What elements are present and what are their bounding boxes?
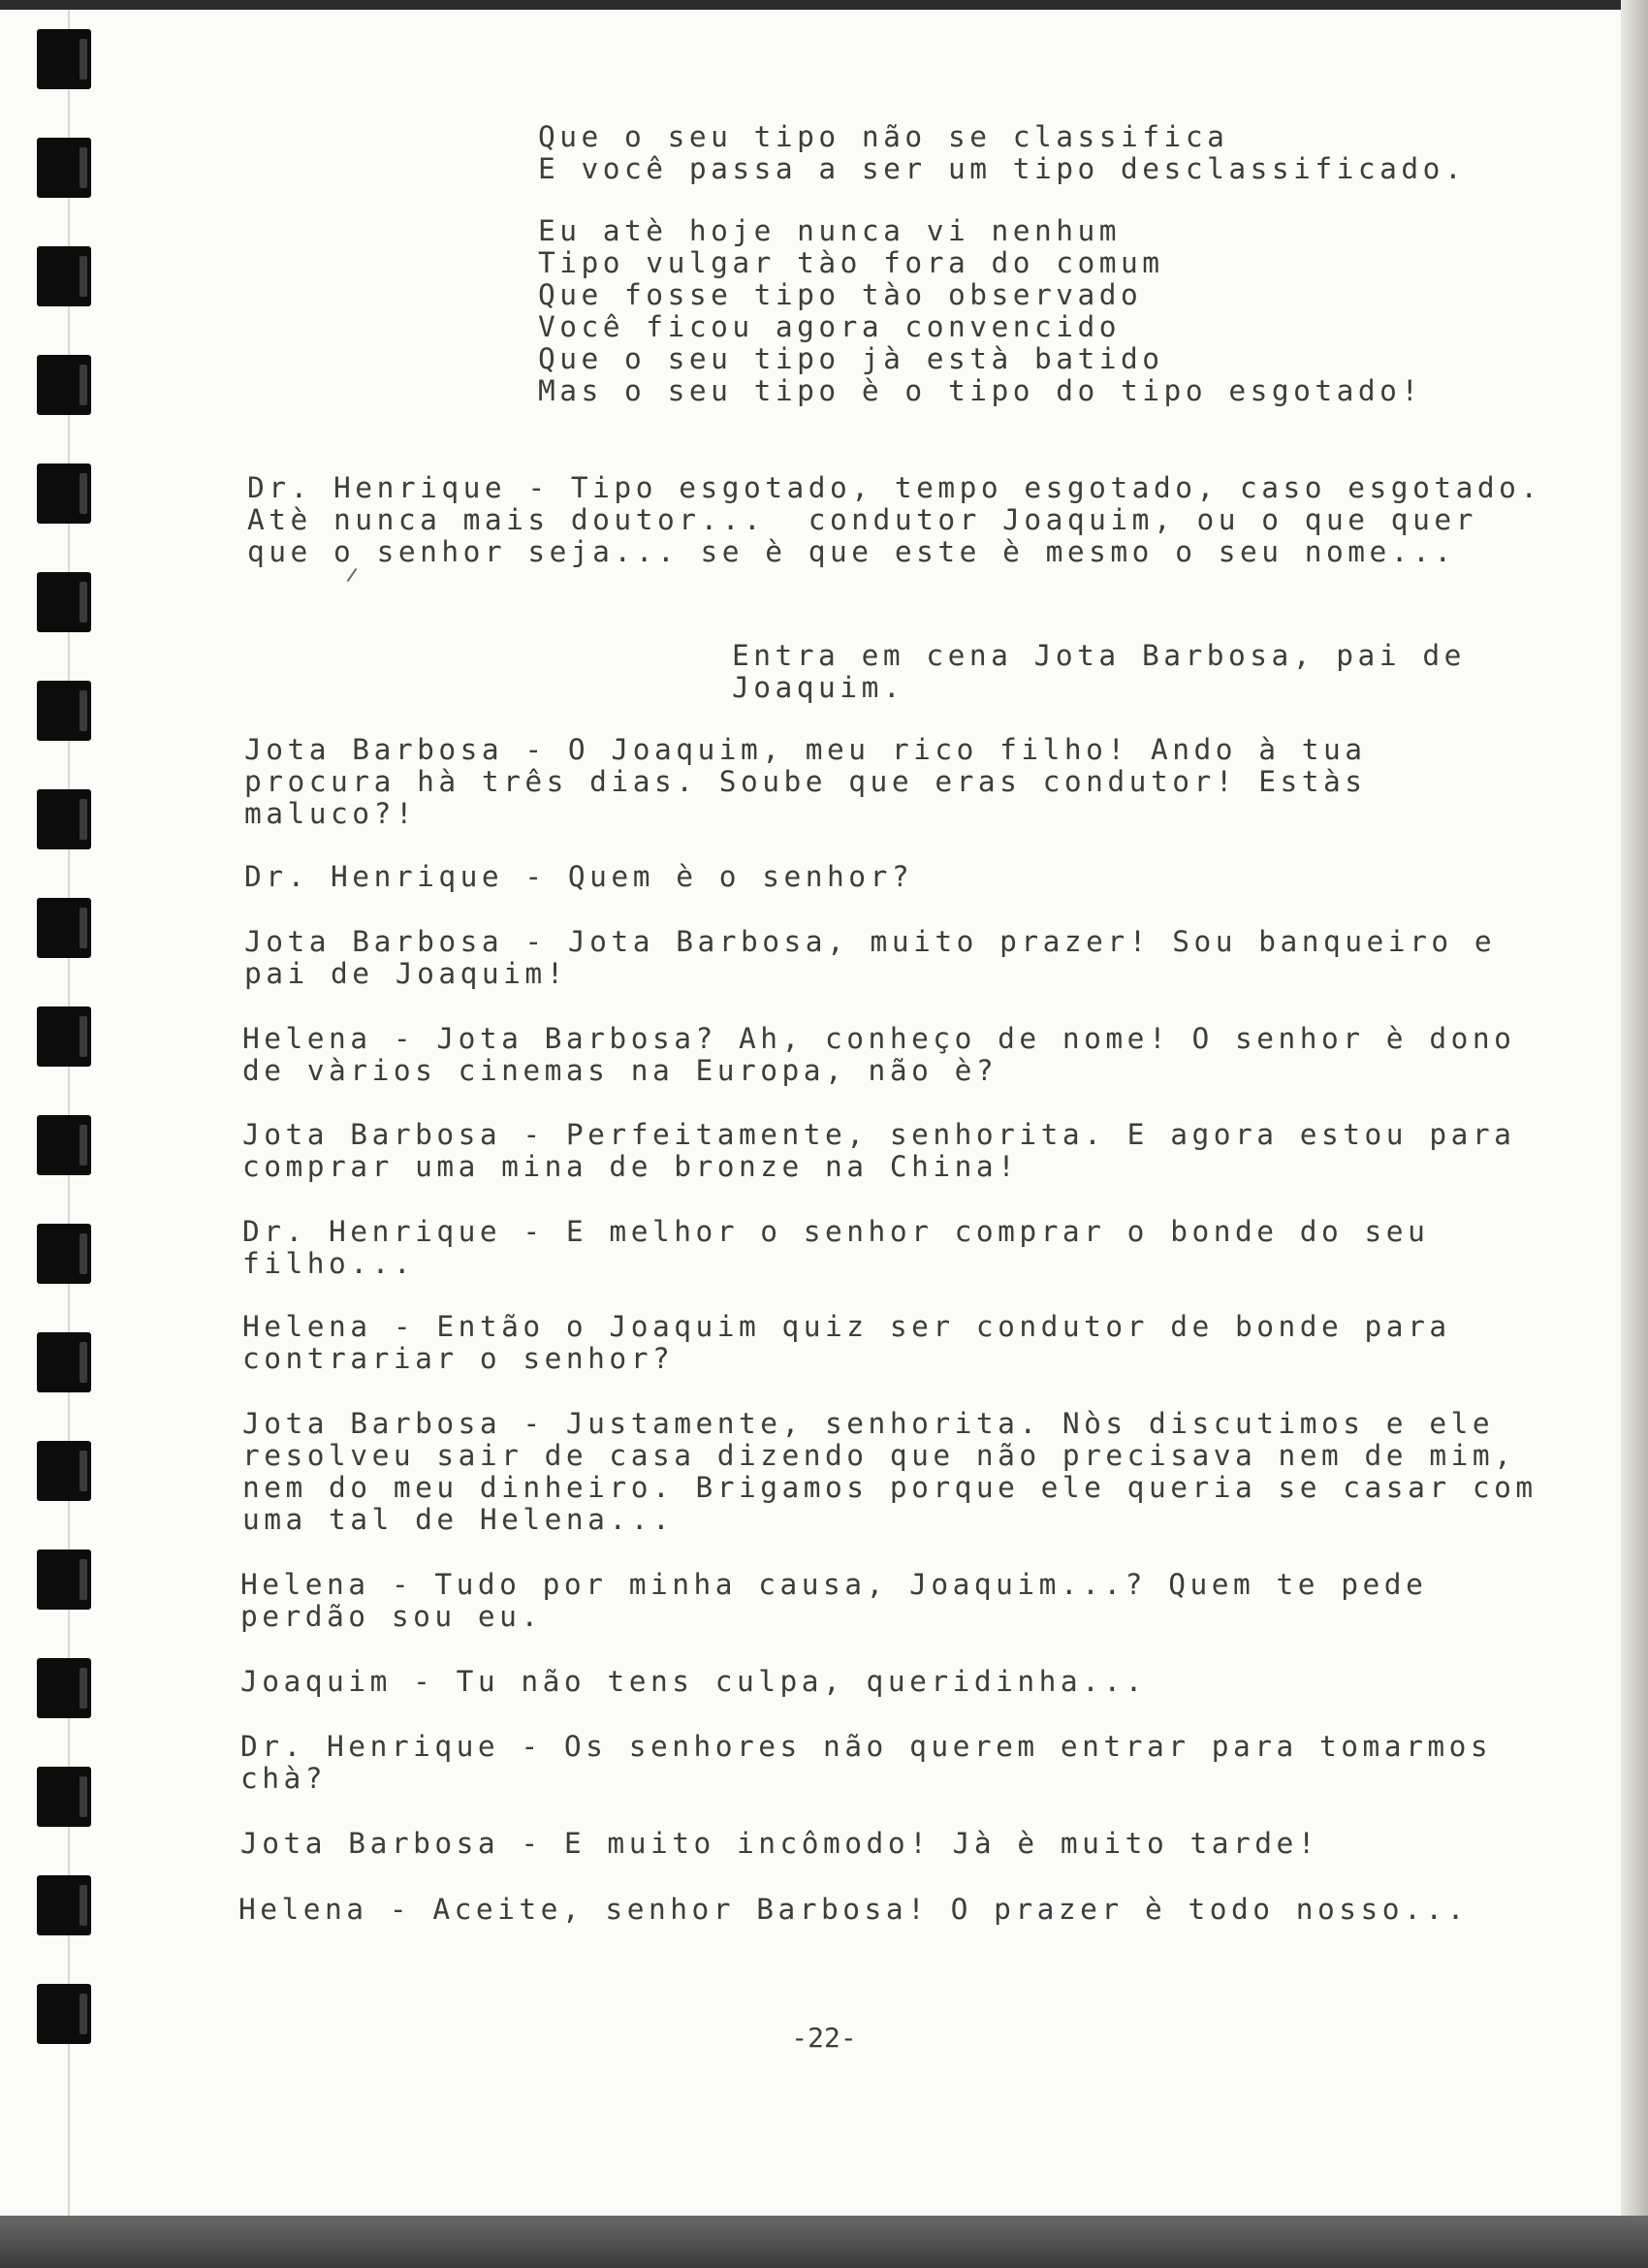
binding-ring bbox=[37, 1658, 91, 1718]
dialogue-line: Helena - Tudo por minha causa, Joaquim...? Quem te pede bbox=[240, 1568, 1428, 1601]
binding-ring bbox=[37, 572, 91, 632]
binding-ring bbox=[37, 463, 91, 524]
dialogue-line: Dr. Henrique - Tipo esgotado, tempo esgotado, caso esgotado. bbox=[247, 471, 1542, 504]
dialogue-line: Joaquim - Tu não tens culpa, queridinha... bbox=[240, 1665, 1147, 1698]
binding-ring bbox=[37, 246, 91, 306]
dialogue-henrique-1 bbox=[247, 472, 1542, 568]
dialogue-joaquim-1 bbox=[240, 1666, 1147, 1698]
dialogue-line: Jota Barbosa - Perfeitamente, senhorita. E agora estou para bbox=[242, 1118, 1516, 1151]
dialogue-line: Entra em cena Jota Barbosa, pai de bbox=[732, 639, 1466, 672]
binding-ring bbox=[37, 1767, 91, 1827]
binding-ring bbox=[37, 681, 91, 741]
page-bottom-edge bbox=[0, 2216, 1648, 2268]
dialogue-line: maluco?! bbox=[244, 797, 418, 830]
binding-ring bbox=[37, 355, 91, 415]
binding-ring bbox=[37, 1006, 91, 1067]
dialogue-line: Atè nunca mais doutor... condutor Joaquim, ou o que quer bbox=[247, 503, 1477, 536]
binding-ring bbox=[37, 789, 91, 849]
poem-line: Que o seu tipo não se classifica bbox=[538, 120, 1229, 153]
page-top-edge bbox=[0, 0, 1648, 10]
dialogue-line: Dr. Henrique - E melhor o senhor comprar o bonde do seu bbox=[242, 1215, 1430, 1248]
dialogue-line: Jota Barbosa - Justamente, senhorita. Nòs discutimos e ele bbox=[242, 1407, 1495, 1440]
dialogue-barbosa-1 bbox=[244, 734, 1367, 830]
dialogue-helena-2 bbox=[242, 1311, 1451, 1375]
binding-ring bbox=[37, 1441, 91, 1501]
page-number: -22- bbox=[791, 2022, 857, 2054]
dialogue-line: Joaquim. bbox=[732, 671, 905, 704]
binding-ring bbox=[37, 898, 91, 958]
stray-pen-mark bbox=[347, 568, 358, 582]
dialogue-henrique-4 bbox=[240, 1731, 1492, 1795]
dialogue-line: procura hà três dias. Soube que eras condutor! Estàs bbox=[244, 765, 1367, 798]
binding-ring bbox=[37, 1549, 91, 1610]
dialogue-barbosa-5 bbox=[240, 1828, 1319, 1860]
binding-ring bbox=[37, 1224, 91, 1284]
binding-ring bbox=[37, 138, 91, 198]
dialogue-line: chà? bbox=[240, 1762, 328, 1795]
dialogue-line: comprar uma mina de bronze na China! bbox=[242, 1150, 1020, 1183]
poem-stanza-1 bbox=[538, 121, 1466, 185]
dialogue-line: contrariar o senhor? bbox=[242, 1342, 675, 1375]
dialogue-helena-3 bbox=[240, 1569, 1427, 1633]
binding-ring bbox=[37, 29, 91, 89]
poem-line: Que fosse tipo tào observado bbox=[538, 278, 1143, 311]
dialogue-helena-4 bbox=[238, 1894, 1469, 1926]
binding-ring bbox=[37, 1115, 91, 1175]
dialogue-line: resolveu sair de casa dizendo que não precisava nem de mim, bbox=[242, 1439, 1516, 1472]
dialogue-henrique-3 bbox=[242, 1216, 1429, 1280]
dialogue-barbosa-2 bbox=[244, 926, 1496, 990]
dialogue-line: Jota Barbosa - E muito incômodo! Jà è muito tarde! bbox=[240, 1827, 1320, 1860]
dialogue-line: Jota Barbosa - O Joaquim, meu rico filho! Ando à tua bbox=[244, 733, 1367, 766]
dialogue-line: nem do meu dinheiro. Brigamos porque ele queria se casar com bbox=[242, 1471, 1537, 1504]
poem-stanza-2 bbox=[538, 215, 1423, 407]
poem-line: E você passa a ser um tipo desclassificado. bbox=[538, 152, 1467, 185]
dialogue-line: de vàrios cinemas na Europa, não è? bbox=[242, 1054, 998, 1087]
dialogue-line: Helena - Aceite, senhor Barbosa! O prazer è todo nosso... bbox=[238, 1893, 1469, 1926]
poem-line: Tipo vulgar tào fora do comum bbox=[538, 246, 1164, 279]
dialogue-line: Helena - Jota Barbosa? Ah, conheço de nome! O senhor è dono bbox=[242, 1022, 1516, 1055]
dialogue-line: pai de Joaquim! bbox=[244, 957, 568, 990]
page-right-shadow bbox=[1621, 0, 1648, 2268]
dialogue-line: que o senhor seja... se è que este è mesmo o seu nome... bbox=[247, 535, 1456, 568]
dialogue-line: filho... bbox=[242, 1247, 416, 1280]
dialogue-barbosa-4 bbox=[242, 1408, 1537, 1536]
poem-line: Mas o seu tipo è o tipo do tipo esgotado! bbox=[538, 374, 1423, 407]
dialogue-line: Dr. Henrique - Os senhores não querem entrar para tomarmos bbox=[240, 1730, 1493, 1763]
binding-ring bbox=[37, 1875, 91, 1935]
dialogue-line: Dr. Henrique - Quem è o senhor? bbox=[244, 860, 914, 893]
dialogue-line: Jota Barbosa - Jota Barbosa, muito prazer! Sou banqueiro e bbox=[244, 925, 1497, 958]
dialogue-line: Helena - Então o Joaquim quiz ser condutor de bonde para bbox=[242, 1310, 1451, 1343]
dialogue-line: perdão sou eu. bbox=[240, 1600, 543, 1633]
poem-line: Você ficou agora convencido bbox=[538, 310, 1122, 343]
poem-line: Eu atè hoje nunca vi nenhum bbox=[538, 214, 1122, 247]
stage-direction bbox=[732, 640, 1466, 704]
dialogue-barbosa-3 bbox=[242, 1119, 1515, 1183]
binding-ring bbox=[37, 1332, 91, 1392]
dialogue-helena-1 bbox=[242, 1023, 1515, 1087]
poem-line: Que o seu tipo jà està batido bbox=[538, 342, 1164, 375]
dialogue-henrique-2 bbox=[244, 861, 913, 893]
dialogue-line: uma tal de Helena... bbox=[242, 1503, 675, 1536]
